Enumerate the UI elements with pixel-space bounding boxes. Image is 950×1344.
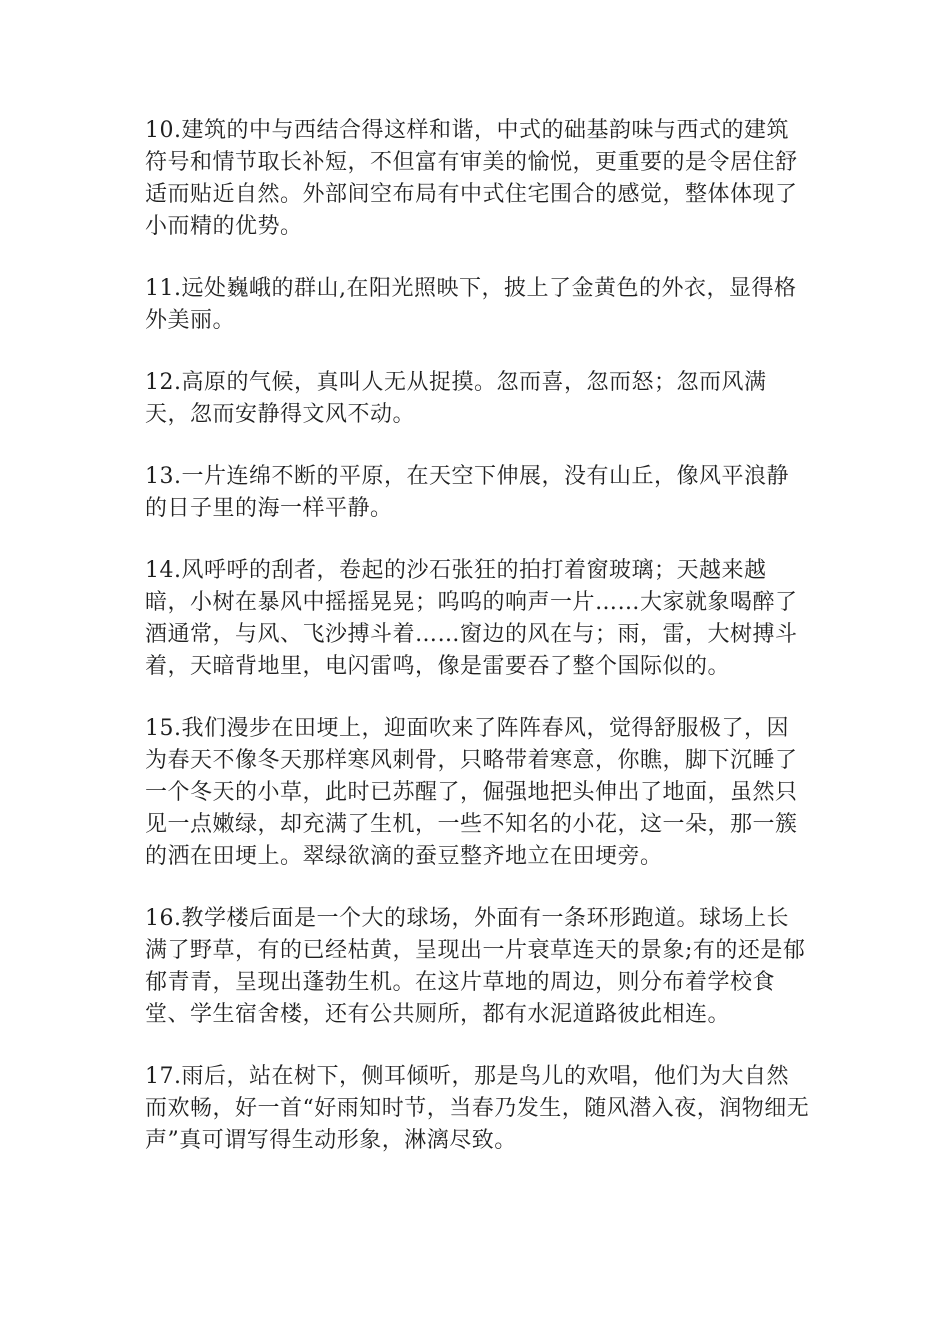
paragraph-17: 17.雨后，站在树下，侧耳倾听，那是鸟儿的欢唱，他们为大自然而欢畅，好一首“好雨知时节，当春乃发生，随风潜入夜，润物细无声”真可谓写得生动形象，淋漓尽致。 bbox=[145, 1064, 810, 1153]
paragraph-13: 13.一片连绵不断的平原，在天空下伸展，没有山丘，像风平浪静的日子里的海一样平静。 bbox=[145, 464, 789, 521]
paragraph-12: 12.高原的气候，真叫人无从捉摸。忽而喜，忽而怒；忽而风满天，忽而安静得文风不动。 bbox=[145, 370, 767, 427]
paragraph-14: 14.风呼呼的刮者，卷起的沙石张狂的拍打着窗玻璃；天越来越暗，小树在暴风中摇摇晃晃；呜呜的响声一片……大家就象喝醉了酒通常，与风、飞沙搏斗着……窗边的风在与；雨，雷，大树搏斗着，天暗背地里，电闪雷鸣，像是雷要吞了整个国际似的。 bbox=[145, 558, 798, 679]
paragraph-10: 10.建筑的中与西结合得这样和谐，中式的础基韵味与西式的建筑符号和情节取长补短，不但富有审美的愉悦，更重要的是令居住舒适而贴近自然。外部间空布局有中式住宅围合的感觉，整体体现了小而精的优势。 bbox=[145, 118, 798, 239]
paragraph-16: 16.教学楼后面是一个大的球场，外面有一条环形跑道。球场上长满了野草，有的已经枯黄，呈现出一片衰草连天的景象;有的还是郁郁青青，呈现出蓬勃生机。在这片草地的周边，则分布着学校食堂、学生宿舍楼，还有公共厕所，都有水泥道路彼此相连。 bbox=[145, 906, 806, 1027]
paragraph-15: 15.我们漫步在田埂上，迎面吹来了阵阵春风，觉得舒服极了，因为春天不像冬天那样寒风刺骨，只略带着寒意，你瞧，脚下沉睡了一个冬天的小草，此时已苏醒了，倔强地把头伸出了地面，虽然只见一点嫩绿，却充满了生机，一些不知名的小花，这一朵，那一簇的洒在田埂上。翠绿欲滴的蚕豆整齐地立在田埂旁。 bbox=[145, 716, 798, 869]
document-body bbox=[145, 115, 810, 1187]
paragraph-11: 11.远处巍峨的群山,在阳光照映下，披上了金黄色的外衣，显得格外美丽。 bbox=[145, 276, 797, 333]
